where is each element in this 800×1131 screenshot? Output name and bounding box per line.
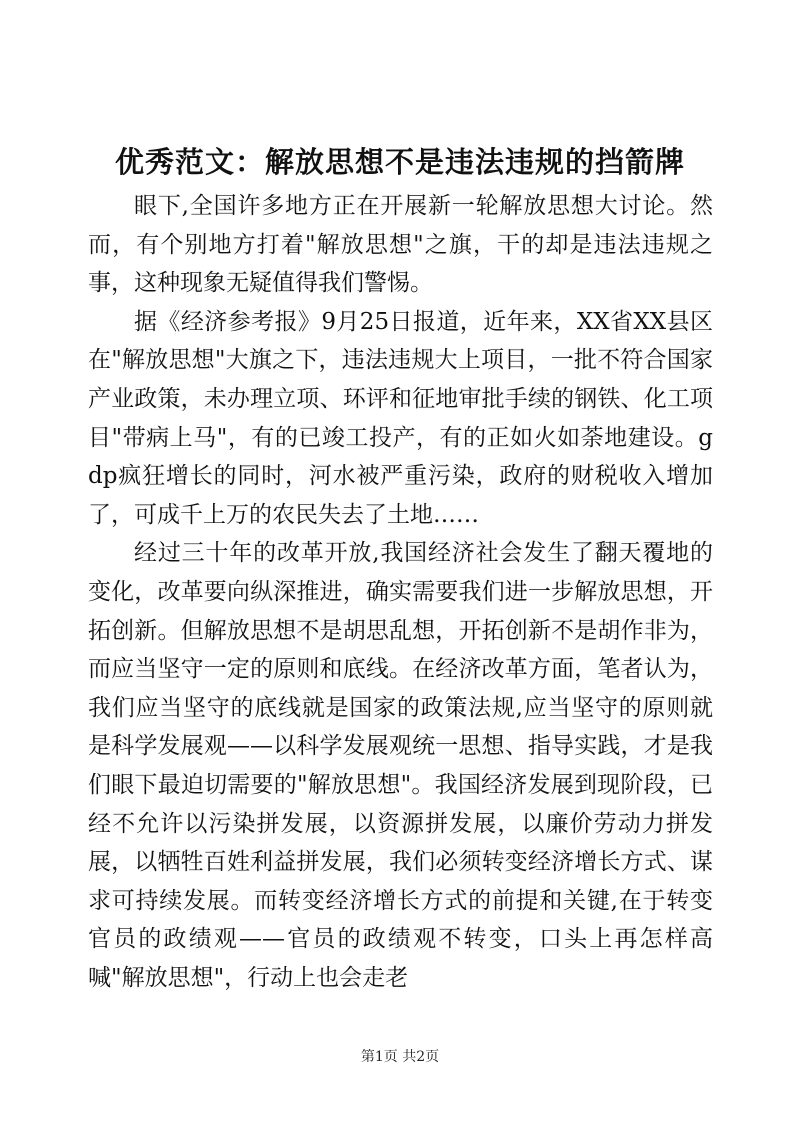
paragraph-report: 据《经济参考报》9月25日报道，近年来，XX省XX县区在"解放思想"大旗之下，违法违规大上项目，一批不符合国家产业政策，未办理立项、环评和征地审批手续的钢铁、化工项目"带病上马"，有的已竣工投产，有的正如火如荼地建设。gdp疯狂增长的同时，河水被严重污染，政府的财税收入增加了，可成千上万的农民失去了土地……	[88, 308, 713, 528]
document-title: 优秀范文：解放思想不是违法违规的挡箭牌	[114, 145, 685, 179]
paragraph-intro: 眼下,全国许多地方正在开展新一轮解放思想大讨论。然而，有个别地方打着"解放思想"之旗，干的却是违法违规之事，这种现象无疑值得我们警惕。	[88, 193, 713, 297]
paragraph-argument: 经过三十年的改革开放,我国经济社会发生了翻天覆地的变化，改革要向纵深推进，确实需要我们进一步解放思想，开拓创新。但解放思想不是胡思乱想，开拓创新不是胡作非为，而应当坚守一定的原则和底线。在经济改革方面，笔者认为，我们应当坚守的底线就是国家的政策法规,应当坚守的原则就是科学发展观——以科学发展观统一思想、指导实践，才是我们眼下最迫切需要的"解放思想"。我国经济发展到现阶段，已经不允许以污染拼发展，以资源拼发展，以廉价劳动力拼发展，以牺牲百姓利益拼发展，我们必须转变经济增长方式、谋求可持续发展。而转变经济增长方式的前提和关键,在于转变官员的政绩观——官员的政绩观不转变，口头上再怎样高喊"解放思想"，行动上也会走老	[88, 540, 713, 991]
document-body	[88, 187, 713, 997]
page-number-footer: 第1页 共2页	[360, 1049, 440, 1065]
